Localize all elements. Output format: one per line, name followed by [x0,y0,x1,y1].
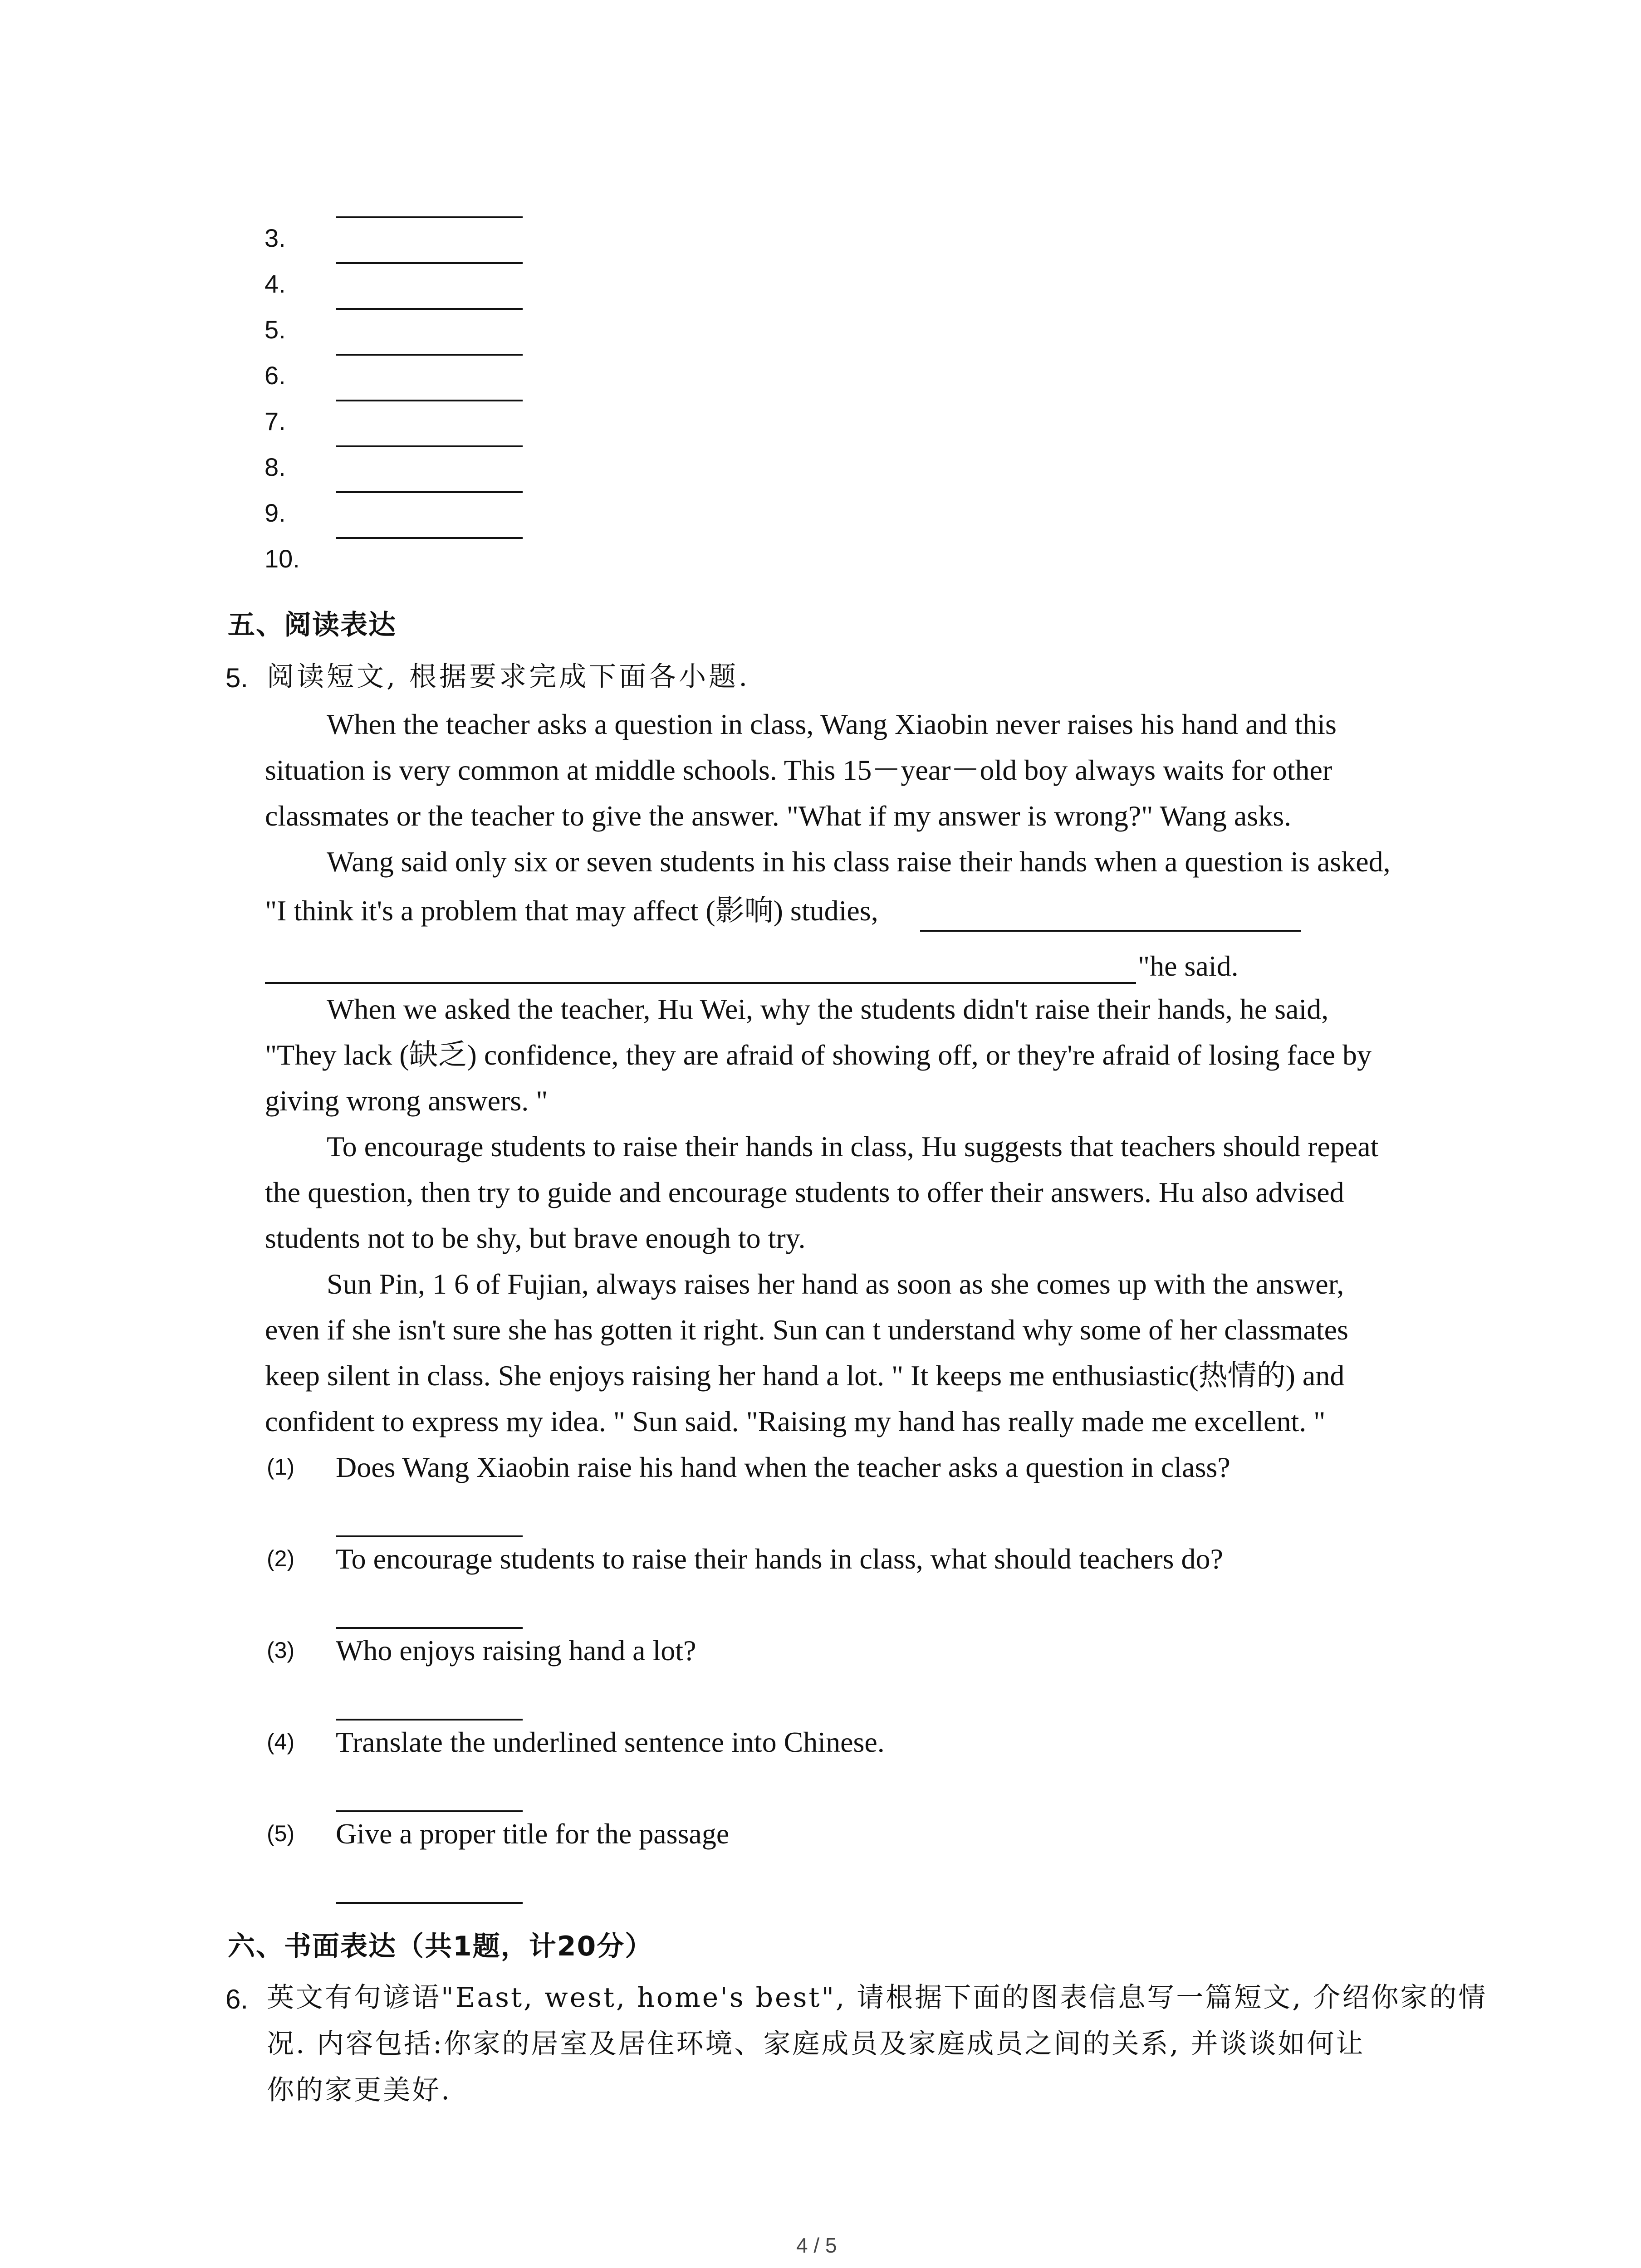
page-indicator: 4 / 5 [796,2234,837,2257]
answer-blank[interactable] [336,537,523,539]
prompt-line: 况. 内容包括:你家的居室及居住环境、家庭成员及家庭成员之间的关系, 并谈谈如何让 [267,2028,1365,2060]
passage-line: Wang said only six or seven students in his class raise their hands when a question is asked, [327,846,1391,878]
question-text: Does Wang Xiaobin raise his hand when the teacher asks a question in class? [336,1451,1230,1483]
passage-line: giving wrong answers. " [265,1085,548,1117]
section-heading: 五、阅读表达 [228,609,397,641]
question-number: 6. [225,1984,249,2014]
answer-blank[interactable] [336,1719,523,1721]
answer-number: 5. [265,315,286,344]
answer-blank[interactable] [336,1902,523,1904]
answer-blank[interactable] [336,354,523,356]
answer-blank[interactable] [336,216,523,218]
passage-line: keep silent in class. She enjoys raising her hand a lot. " It keeps me enthusiastic(热情的) and [265,1359,1345,1392]
section-heading: 六、书面表达（共1题，计20分） [228,1931,653,1962]
passage-line: situation is very common at middle schools. This 15－year－old boy always waits for other [265,754,1332,786]
passage-line: When we asked the teacher, Hu Wei, why the students didn't raise their hands, he said, [327,993,1329,1025]
passage-line: students not to be shy, but brave enough to try. [265,1222,806,1254]
answer-blank[interactable] [336,1535,523,1537]
passage-line: To encourage students to raise their hands in class, Hu suggests that teachers should repeat [327,1130,1379,1163]
question-label: (3) [267,1637,295,1663]
question-number: 5. [225,663,249,693]
passage-line: confident to express my idea. " Sun said. "Raising my hand has really made me excellent. " [265,1405,1326,1437]
fill-in-blank[interactable] [265,982,1136,984]
answer-number: 9. [265,499,286,527]
passage-line: even if she isn't sure she has gotten it right. Sun can t understand why some of her classmates [265,1314,1348,1346]
question-label: (4) [267,1729,295,1755]
question-text: Give a proper title for the passage [336,1818,730,1850]
question-text: To encourage students to raise their hands in class, what should teachers do? [336,1543,1223,1575]
instructions: 阅读短文, 根据要求完成下面各小题. [267,661,750,693]
answer-number: 3. [265,224,286,252]
answer-blank[interactable] [336,1627,523,1629]
answer-number: 4. [265,269,286,298]
passage-line: Sun Pin, 1 6 of Fujian, always raises her hand as soon as she comes up with the answer, [327,1268,1344,1300]
passage-line: "I think it's a problem that may affect (影响) studies, [265,894,878,927]
answer-blank[interactable] [336,262,523,264]
answer-number: 7. [265,407,286,435]
answer-blank[interactable] [336,491,523,493]
answer-number: 8. [265,453,286,481]
passage-line: the question, then try to guide and encourage students to offer their answers. Hu also advised [265,1176,1344,1208]
answer-blank[interactable] [336,1810,523,1812]
question-label: (2) [267,1546,295,1571]
answer-blank[interactable] [336,400,523,401]
question-text: Translate the underlined sentence into Chinese. [336,1726,885,1758]
passage-line: "They lack (缺乏) confidence, they are afraid of showing off, or they're afraid of losing face by [265,1039,1372,1071]
question-label: (5) [267,1821,295,1846]
answer-blank[interactable] [336,308,523,310]
answer-blank[interactable] [336,445,523,447]
prompt-line: 你的家更美好. [267,2074,452,2106]
answer-number: 10. [265,544,300,573]
answer-number: 6. [265,361,286,390]
question-text: Who enjoys raising hand a lot? [336,1634,696,1667]
passage-line: "he said. [1138,950,1239,982]
fill-in-blank[interactable] [920,930,1301,932]
passage-line: When the teacher asks a question in class, Wang Xiaobin never raises his hand and this [327,708,1337,740]
passage-line: classmates or the teacher to give the answer. "What if my answer is wrong?" Wang asks. [265,800,1292,832]
prompt-line: 英文有句谚语"East, west, home's best", 请根据下面的图表信息写一篇短文, 介绍你家的情 [267,1982,1488,2014]
question-label: (1) [267,1454,295,1480]
